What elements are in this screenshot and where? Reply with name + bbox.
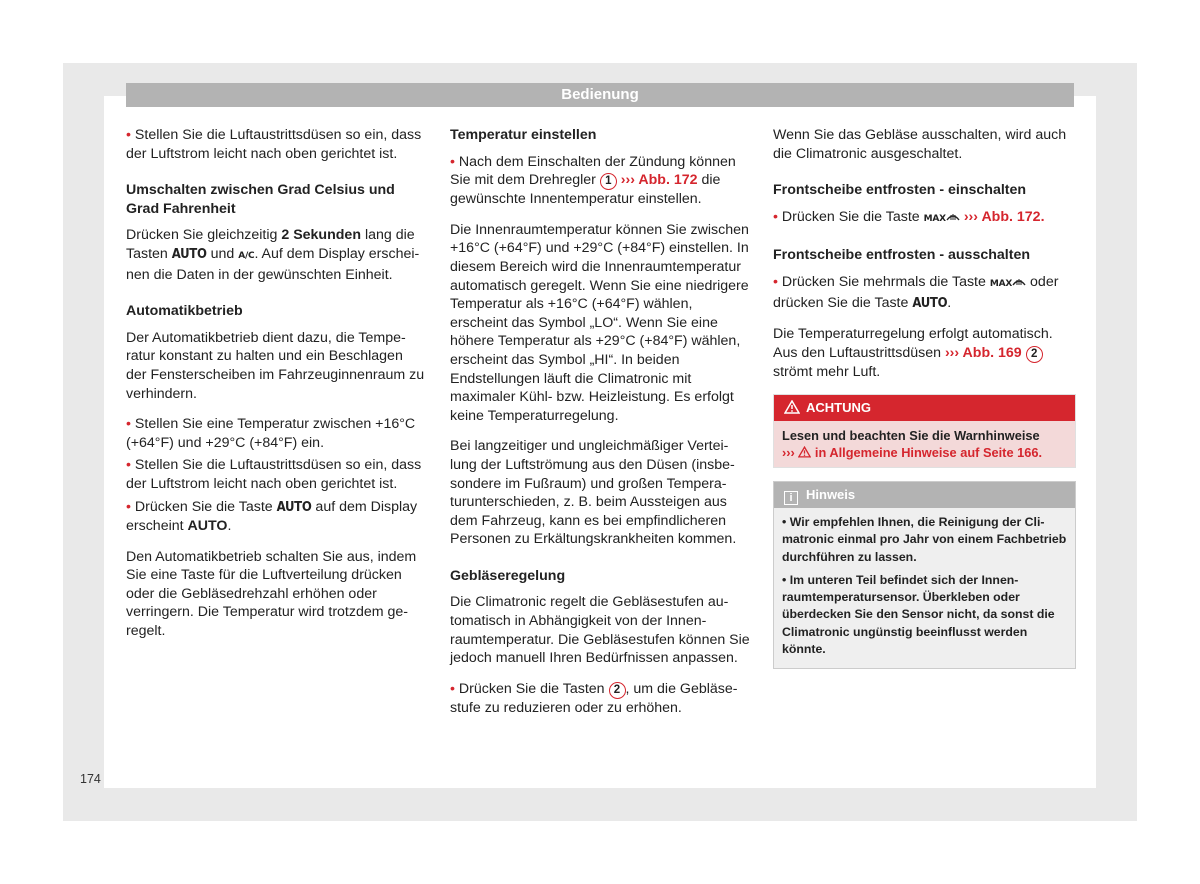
warning-box [773,394,1076,468]
bullet-icon: • [126,498,131,515]
warning-body: Lesen und beachten Sie die Warnhinweise ››› in Allgemeine Hinweise auf Seite 166. [774,421,1075,467]
heading-fan: Gebläseregelung [450,567,566,584]
temp-paragraph: Die Innenraumtemperatur können Sie zwischen +16°C (+64°F) und +29°C (+84°F) einstellen. In diesem Bereich wird die Innenraumtemperatur automatisch geregelt. Wenn Sie eine niedrigere Temperatur als +16°C (+64°F) wählen, erscheint das Symbol „LO“. Wenn Sie eine höhere Temperatur als +29°C (+84°F) wählen, erscheint das Symbol „HI“. In beiden Endstellungen läuft die Climatronic mit maximaler Kühl- bzw. Heizleistung. Es erfolgt keine Temperaturregelung. [450,221,749,424]
bullet-icon: • [450,153,455,170]
bullet-icon: • [773,208,778,225]
bullet-item: • Drücken Sie die Taste AUTO auf dem Display erscheint AUTO. [126,498,418,535]
heading-defrost-off: Frontscheibe entfrosten - ausschalten [773,247,1031,264]
note-item: • Wir empfehlen Ihnen, die Reinigung der Climatronic einmal pro Jahr von einem Fachbetrieb durchführen zu lassen. [782,515,1067,564]
units-paragraph: Drücken Sie gleichzeitig 2 Sekunden lang die Tasten AUTO und A/C. Auf dem Display erscheinen die Daten in der gewünschten Einheit. [126,227,420,283]
column-3 [773,126,1073,393]
auto-key-icon: AUTO [276,499,312,515]
bullet-icon: • [126,457,131,474]
auto-key-icon: AUTO [912,295,948,311]
auto-paragraph: Der Automatikbetrieb dient dazu, die Temperatur konstant zu halten und ein Beschlagen der Fensterscheiben im Fahrzeuginnenraum zu verhindern. [126,329,425,402]
bullet-icon: • [126,127,131,143]
column-2 [450,126,750,729]
info-icon: i [784,491,798,505]
heading-auto: Automatikbetrieb [126,303,243,320]
bullet-item: • Stellen Sie eine Temperatur zwischen +16°C (+64°F) und +29°C (+84°F) ein. [126,416,416,451]
callout-2: 2 [1026,346,1043,363]
bullet-item: • Drücken Sie die Tasten 2 , um die Gebläsestufe zu reduzieren oder zu erhöhen. [450,680,738,716]
auto-off-paragraph: Den Automatikbetrieb schalten Sie aus, indem Sie eine Taste für die Luftverteilung drücken oder die Gebläsedrehzahl erhöhen oder verringern. Die Temperatur wird trotzdem geregelt. [126,548,417,640]
heading-defrost-on: Frontscheibe entfrosten - einschalten [773,182,1027,199]
bullet-item: • Drücken Sie mehrmals die Taste MAX oder drücken Sie die Taste AUTO. [773,273,1059,311]
bullet-icon: • [450,680,455,697]
heading-temp: Temperatur einstellen [450,127,597,143]
fan-off-paragraph: Wenn Sie das Gebläse ausschalten, wird auch die Climatronic ausgeschaltet. [773,127,1067,162]
auto-key-icon: AUTO [171,246,207,262]
warning-triangle-icon [798,446,811,458]
bullet-item: • Nach dem Einschalten der Zündung können Sie mit dem Drehregler 1 ››› Abb. 172 die gewünschte Innentemperatur einstellen. [450,153,736,208]
bullet-item: • Drücken Sie die Taste MAX﻿ ››› Abb. 172. [773,208,1045,225]
bullet-item: • Stellen Sie die Luftaustrittsdüsen so ein, dass der Luftstrom leicht nach oben gerichtet ist. [126,127,422,162]
note-header: i Hinweis [774,482,1075,508]
note-box [773,481,1076,669]
ac-key-icon: A/C [238,250,255,261]
cold-paragraph: Bei langzeitiger und ungleichmäßiger Verteilung der Luftströmung aus den Düsen (insbesondere im Fußraum) und großen Temperaturunterschieden, z. B. beim Aussteigen aus dem Fahrzeug, kann es bei empfindlicheren Personen zu Erkältungskrankheiten kommen. [450,438,737,548]
warning-header: ACHTUNG [774,395,1075,421]
warning-link[interactable]: ››› in Allgemeine Hinweise auf Seite 166. [782,445,1043,460]
figure-link[interactable]: ››› Abb. 172 [620,172,698,189]
bullet-item: • Stellen Sie die Luftaustrittsdüsen so ein, dass der Luftstrom leicht nach oben gerichtet ist. [126,457,422,492]
note-item: • Im unteren Teil befindet sich der Innenraumtemperatursensor. Überkleben oder überdecken Sie den Sensor nicht, da sonst die Climatronic ungünstig beeinflusst werden könnte. [782,572,1055,657]
max-defrost-key-icon: MAX [990,279,1026,289]
section-header: Bedienung [126,83,1074,107]
note-body [774,508,1075,668]
bullet-icon: • [773,273,778,290]
callout-1: 1 [600,173,617,190]
auto-regulation-paragraph: Die Temperaturregelung erfolgt automatisch. Aus den Luftaustrittsdüsen ››› Abb. 169 2 strömt mehr Luft. [773,326,1053,380]
figure-link[interactable]: ››› Abb. 172. [963,208,1045,225]
figure-link[interactable]: ››› Abb. 169 [944,344,1022,361]
page-number: 174 [80,772,101,786]
max-defrost-key-icon: MAX﻿ [924,214,960,224]
fan-paragraph: Die Climatronic regelt die Gebläsestufen automatisch in Abhängigkeit von der Innenraumtemperatur. Die Gebläsestufen können Sie jedoch manuell Ihren Bedürfnissen anpassen. [450,594,750,667]
bullet-icon: • [126,416,131,433]
column-1 [126,126,426,653]
heading-units: Umschalten zwischen Grad Celsius und Grad Fahrenheit [126,182,395,217]
warning-triangle-icon [784,400,800,414]
callout-2: 2 [609,682,626,699]
